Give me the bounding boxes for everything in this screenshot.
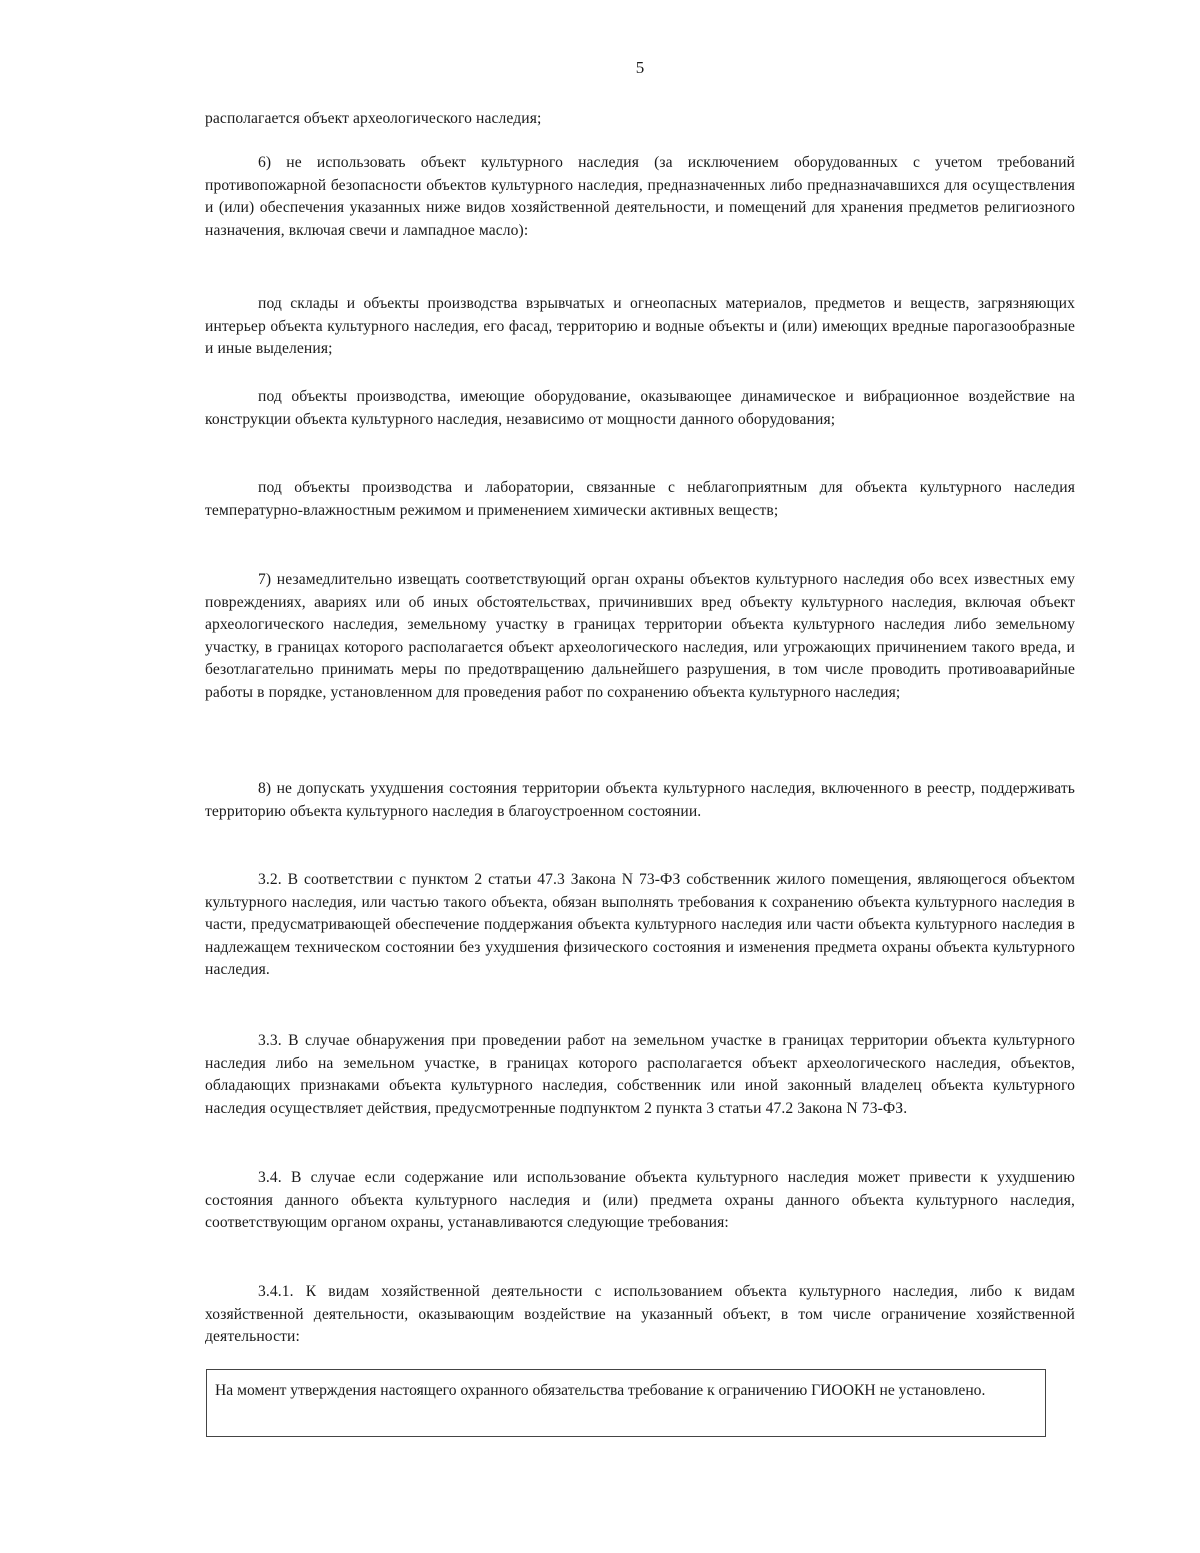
requirement-note-text: На момент утверждения настоящего охранного обязательства требование к ограничению ГИООКН не установлено. — [215, 1382, 986, 1399]
paragraph-3-4-1: 3.4.1. К видам хозяйственной деятельности с использованием объекта культурного наследия, либо к видам хозяйственной деятельности, оказывающим воздействие на указанный объект, в том числе ограничение хозяйственной деятельности: — [205, 1283, 1075, 1346]
paragraph-laboratories: под объекты производства и лаборатории, связанные с неблагоприятным для объекта культурного наследия температурно-влажностным режимом и применением химически активных веществ; — [205, 479, 1075, 519]
paragraph-3-3: 3.3. В случае обнаружения при проведении работ на земельном участке в границах территории объекта культурного наследия либо на земельном участке, в границах которого располагается объект археологического наследия, объектов, обладающих признаками объекта культурного наследия, собственник или иной законный владелец объекта культурного наследия осуществляет действия, предусмотренные подпунктом 2 пункта 3 статьи 47.2 Закона N 73-ФЗ. — [205, 1032, 1075, 1117]
paragraph-3-2: 3.2. В соответствии с пунктом 2 статьи 47.3 Закона N 73-ФЗ собственник жилого помещения, являющегося объектом культурного наследия, или частью такого объекта, обязан выполнять требования к сохранению объекта культурного наследия в части, предусматривающей обеспечение поддержания объекта культурного наследия или части объекта культурного наследия в надлежащем техническом состоянии без ухудшения физического состояния и изменения предмета охраны объекта культурного наследия. — [205, 871, 1075, 979]
paragraph-item-7: 7) незамедлительно извещать соответствующий орган охраны объектов культурного наследия обо всех известных ему повреждениях, авариях или об иных обстоятельствах, причинивших вред объекту культурного наследия, включая объект археологического наследия, земельному участку в границах территории объекта культурного наследия либо земельному участку, в границах которого располагается объект археологического наследия, или угрожающих причинением такого вреда, и безотлагательно принимать меры по предотвращению дальнейшего разрушения, в том числе проводить противоаварийные работы в порядке, установленном для проведения работ по сохранению объекта культурного наследия; — [205, 571, 1075, 701]
paragraph-item-8: 8) не допускать ухудшения состояния территории объекта культурного наследия, включенного в реестр, поддерживать территорию объекта культурного наследия в благоустроенном состоянии. — [205, 780, 1075, 820]
paragraph-warehouses: под склады и объекты производства взрывчатых и огнеопасных материалов, предметов и веществ, загрязняющих интерьер объекта культурного наследия, его фасад, территорию и водные объекты и (или) имеющих вредные парогазообразные и иные выделения; — [205, 295, 1075, 358]
paragraph-production-equipment: под объекты производства, имеющие оборудование, оказывающее динамическое и вибрационное воздействие на конструкции объекта культурного наследия, независимо от мощности данного оборудования; — [205, 388, 1075, 428]
paragraph-3-4: 3.4. В случае если содержание или использование объекта культурного наследия может привести к ухудшению состояния данного объекта культурного наследия и (или) предмета охраны данного объекта культурного наследия, соответствующим органом охраны, устанавливаются следующие требования: — [205, 1169, 1075, 1232]
paragraph-item-6: 6) не использовать объект культурного наследия (за исключением оборудованных с учетом требований противопожарной безопасности объектов культурного наследия, предназначенных либо предназначавшихся для осуществления и (или) обеспечения указанных ниже видов хозяйственной деятельности, и помещений для хранения предметов религиозного назначения, включая свечи и лампадное масло): — [205, 154, 1075, 239]
paragraph-continuation: располагается объект археологического наследия; — [205, 110, 542, 127]
requirement-note-box — [206, 1369, 1046, 1437]
page-number: 5 — [635, 58, 645, 77]
